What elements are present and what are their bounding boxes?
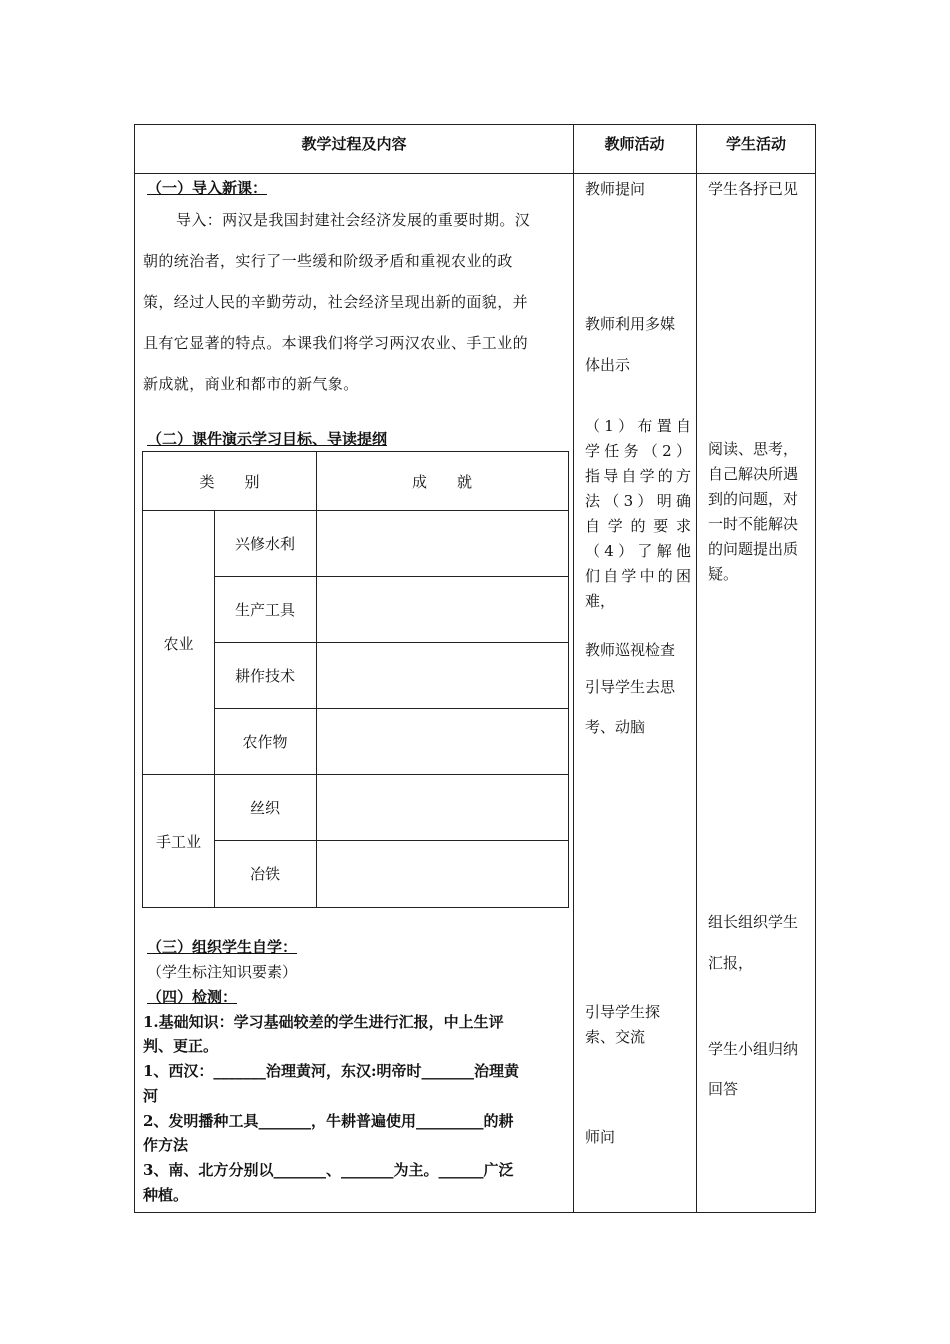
head-category: 类 别: [199, 473, 260, 491]
group-divider: [143, 774, 568, 775]
intro-line-3: 策，经过人民的辛勤劳动，社会经济呈现出新的面貌，并: [143, 293, 529, 311]
teacher-task-line: （1）布置自: [585, 417, 691, 435]
head-achievement: 成 就: [411, 473, 472, 491]
quiz-line-5: 2、发明播种工具_______，牛耕普遍使用_________的耕: [143, 1112, 514, 1130]
teacher-explore-line2: 索、交流: [585, 1028, 646, 1046]
quiz-line-3: 1、西汉：_______治理黄河，东汉:明帝时_______治理黄: [143, 1062, 519, 1080]
section4-title: （四）检测：: [147, 988, 238, 1006]
header-process-content: 教学过程及内容: [301, 135, 407, 153]
teacher-patrol-line2: 引导学生去思: [585, 678, 676, 696]
quiz-line-2: 判、更正。: [143, 1037, 219, 1055]
student-read-line: 疑。: [708, 565, 739, 583]
item-crops: 农作物: [242, 733, 288, 751]
achievement-divider: [316, 452, 317, 907]
group-handicraft: 手工业: [155, 833, 201, 851]
lesson-plan-table: [134, 124, 816, 1213]
teacher-patrol-line1: 教师巡视检查: [585, 641, 676, 659]
teacher-task-line: 们自学中的困: [585, 567, 691, 585]
column-divider-1: [573, 125, 574, 1212]
student-read-line: 的问题提出质: [708, 540, 799, 558]
student-read-line: 阅读、思考，: [708, 440, 799, 458]
intro-line-1: 导入：两汉是我国封建社会经济发展的重要时期。汉: [176, 211, 531, 229]
teacher-task-line: 指导自学的方: [585, 467, 691, 485]
teacher-task-line: 自学的要求: [585, 517, 691, 535]
header-student-activity: 学生活动: [725, 135, 786, 153]
student-read: [708, 437, 812, 587]
student-read-line: 一时不能解决: [708, 515, 799, 533]
student-opinion: 学生各抒已见: [708, 180, 799, 198]
achievement-table: [142, 451, 569, 908]
section2-title: （二）课件演示学习目标、导读提纲: [147, 430, 388, 448]
quiz-line-1: 1.基础知识：学习基础较差的学生进行汇报，中上生评: [143, 1013, 504, 1031]
quiz-line-6: 作方法: [143, 1136, 189, 1154]
section3-title: （三）组织学生自学：: [147, 938, 298, 956]
quiz-line-8: 种植。: [143, 1186, 189, 1204]
teacher-patrol-line3: 考、动脑: [585, 718, 646, 736]
item-farming-technique: 耕作技术: [234, 667, 295, 685]
header-divider: [135, 173, 815, 174]
intro-line-2: 朝的统治者，实行了一些缓和阶级矛盾和重视农业的政: [143, 252, 513, 270]
row-divider: [214, 642, 568, 643]
intro-paragraph: [143, 200, 567, 405]
teacher-media-line1: 教师利用多媒: [585, 315, 676, 333]
group-agriculture: 农业: [163, 635, 194, 653]
row-divider: [214, 840, 568, 841]
section3-note: （学生标注知识要素）: [147, 963, 298, 981]
student-leader-line2: 汇报，: [708, 954, 754, 972]
teacher-task-line: 法（3）明确: [585, 492, 691, 510]
student-read-line: 自己解决所遇: [708, 465, 799, 483]
quiz-line-7: 3、南、北方分别以_______、_______为主。______广泛: [143, 1161, 514, 1179]
teacher-task-line: 学任务（2）: [585, 442, 691, 460]
item-iron-smelting: 冶铁: [249, 865, 280, 883]
item-silk-weaving: 丝织: [249, 799, 280, 817]
student-summary-line2: 回答: [708, 1080, 739, 1098]
row-divider: [214, 576, 568, 577]
student-leader-line1: 组长组织学生: [708, 913, 799, 931]
teacher-task-line: （4）了解他: [585, 542, 691, 560]
student-read-line: 到的问题，对: [708, 490, 799, 508]
header-teacher-activity: 教师活动: [604, 135, 665, 153]
column-divider-2: [696, 125, 697, 1212]
category-divider: [214, 510, 215, 908]
achievement-head-divider: [143, 510, 568, 511]
quiz-line-4: 河: [143, 1087, 159, 1105]
teacher-tasks: [585, 414, 691, 614]
intro-line-4: 且有它显著的特点。本课我们将学习两汉农业、手工业的: [143, 334, 529, 352]
teacher-media-line2: 体出示: [585, 356, 631, 374]
row-divider: [214, 708, 568, 709]
student-summary-line1: 学生小组归纳: [708, 1040, 799, 1058]
item-water-conservancy: 兴修水利: [234, 535, 295, 553]
teacher-question: 师问: [585, 1128, 616, 1146]
teacher-explore-line1: 引导学生探: [585, 1003, 661, 1021]
item-production-tools: 生产工具: [234, 601, 295, 619]
section1-title: （一）导入新课：: [147, 179, 268, 197]
teacher-ask: 教师提问: [585, 180, 646, 198]
intro-line-5: 新成就，商业和都市的新气象。: [143, 375, 359, 393]
teacher-task-line: 难，: [585, 592, 616, 610]
